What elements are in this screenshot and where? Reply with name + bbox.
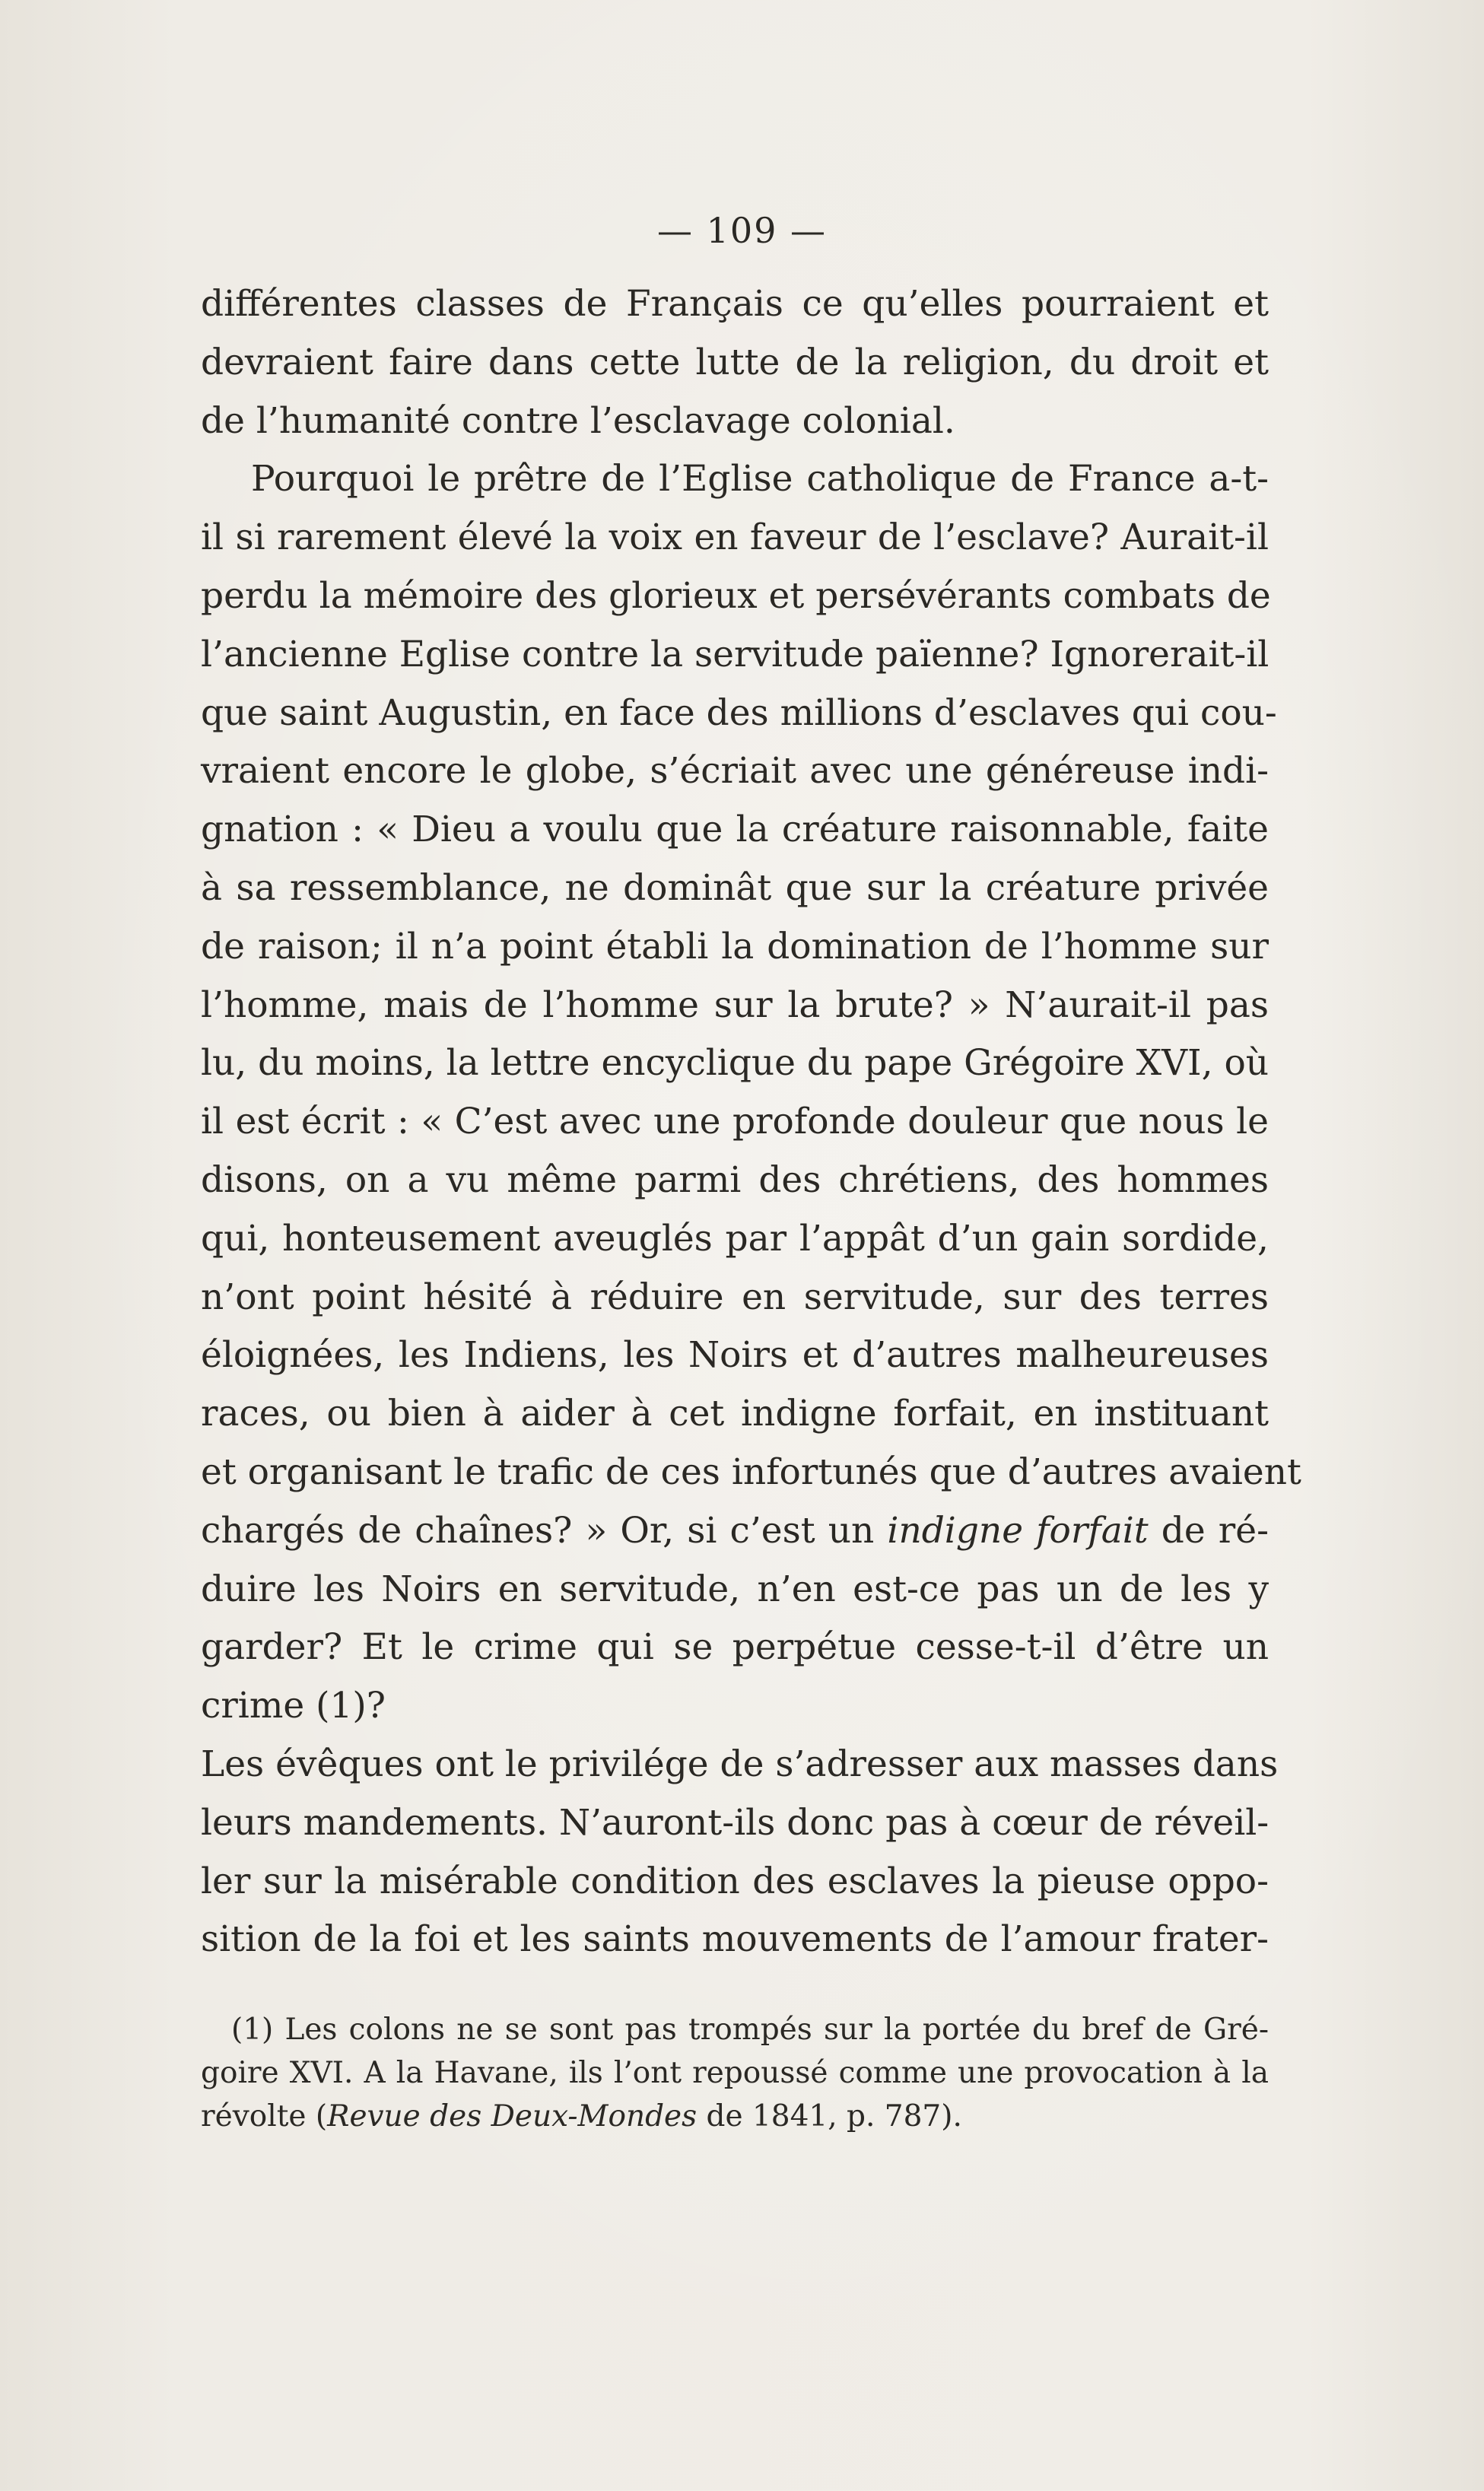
text-line: de raison; il n’a point établi la domination de l’homme sur: [201, 925, 1269, 967]
text-run: chargés de chaînes? » Or, si c’est un: [201, 1509, 888, 1552]
paragraph-1: [201, 275, 1269, 450]
text-line: crime (1)?: [201, 1685, 386, 1727]
text-line: races, ou bien à aider à cet indigne forfait, en instituant: [201, 1393, 1269, 1435]
text-line: Les évêques ont le privilége de s’adresser aux masses dans: [201, 1743, 1279, 1785]
text-line: sition de la foi et les saints mouvements de l’amour frater-: [201, 1918, 1269, 1961]
text-line: disons, on a vu même parmi des chrétiens, des hommes: [201, 1158, 1269, 1201]
text-line: il est écrit : « C’est avec une profonde douleur que nous le: [201, 1101, 1269, 1143]
text-line: n’ont point hésité à réduire en servitude, sur des terres: [201, 1276, 1269, 1318]
italic-title: Revue des Deux-Mondes: [327, 2099, 698, 2134]
text-line: éloignées, les Indiens, les Noirs et d’autres malheureuses: [201, 1334, 1269, 1377]
text-line: garder? Et le crime qui se perpétue cesse-t-il d’être un: [201, 1626, 1269, 1669]
text-run: révolte (: [201, 2099, 328, 2134]
italic-phrase: indigne forfait: [887, 1509, 1149, 1552]
text-line: il si rarement élevé la voix en faveur de l’esclave? Aurait-il: [201, 516, 1269, 559]
body-text: [201, 275, 1301, 1969]
text-line: l’homme, mais de l’homme sur la brute? » N’aurait-il pas: [201, 983, 1269, 1026]
text-run: de ré-: [1148, 1509, 1269, 1552]
text-line: ler sur la misérable condition des esclaves la pieuse oppo-: [201, 1860, 1269, 1902]
text-line: et organisant le trafic de ces infortunés que d’autres avaient: [201, 1450, 1301, 1493]
text-line: Pourquoi le prêtre de l’Eglise catholique de France a-t-: [251, 458, 1269, 500]
text-line: qui, honteusement aveuglés par l’appât d’un gain sordide,: [201, 1217, 1269, 1260]
text-line: perdu la mémoire des glorieux et persévérants combats de: [201, 574, 1271, 617]
text-line: vraient encore le globe, s’écriait avec une généreuse indi-: [201, 750, 1269, 793]
text-line: devraient faire dans cette lutte de la religion, du droit et: [201, 341, 1269, 383]
text-line: gnation : « Dieu a voulu que la créature raisonnable, faite: [201, 809, 1269, 851]
text-line: duire les Noirs en servitude, n’en est-ce pas un de les y: [201, 1568, 1269, 1610]
text-line: de l’humanité contre l’esclavage colonial.: [201, 399, 955, 442]
text-line-with-italic: [201, 1502, 1269, 1561]
page-number: — 109 —: [656, 210, 828, 251]
text-line: l’ancienne Eglise contre la servitude païenne? Ignorerait-il: [201, 633, 1270, 675]
footnote-line: (1) Les colons ne se sont pas trompés sur la portée du bref de Gré-: [231, 2013, 1269, 2047]
text-line: que saint Augustin, en face des millions d’esclaves qui cou-: [201, 691, 1277, 734]
text-run: de 1841, p. 787).: [697, 2099, 962, 2134]
text-line: leurs mandements. N’auront-ils donc pas à cœur de réveil-: [201, 1801, 1270, 1844]
footnote-line: goire XVI. A la Havane, ils l’ont repoussé comme une provocation à la: [201, 2056, 1269, 2090]
text-line: lu, du moins, la lettre encyclique du pape Grégoire XVI, où: [201, 1042, 1270, 1085]
footnote: [201, 2008, 1269, 2138]
text-line: à sa ressemblance, ne dominât que sur la créature privée: [201, 866, 1269, 909]
paragraph-2: [201, 450, 1301, 1736]
paragraph-3: [201, 1736, 1279, 1969]
text-line: différentes classes de Français ce qu’elles pourraient et: [201, 283, 1269, 325]
footnote-line-with-italic: [201, 2095, 1269, 2138]
